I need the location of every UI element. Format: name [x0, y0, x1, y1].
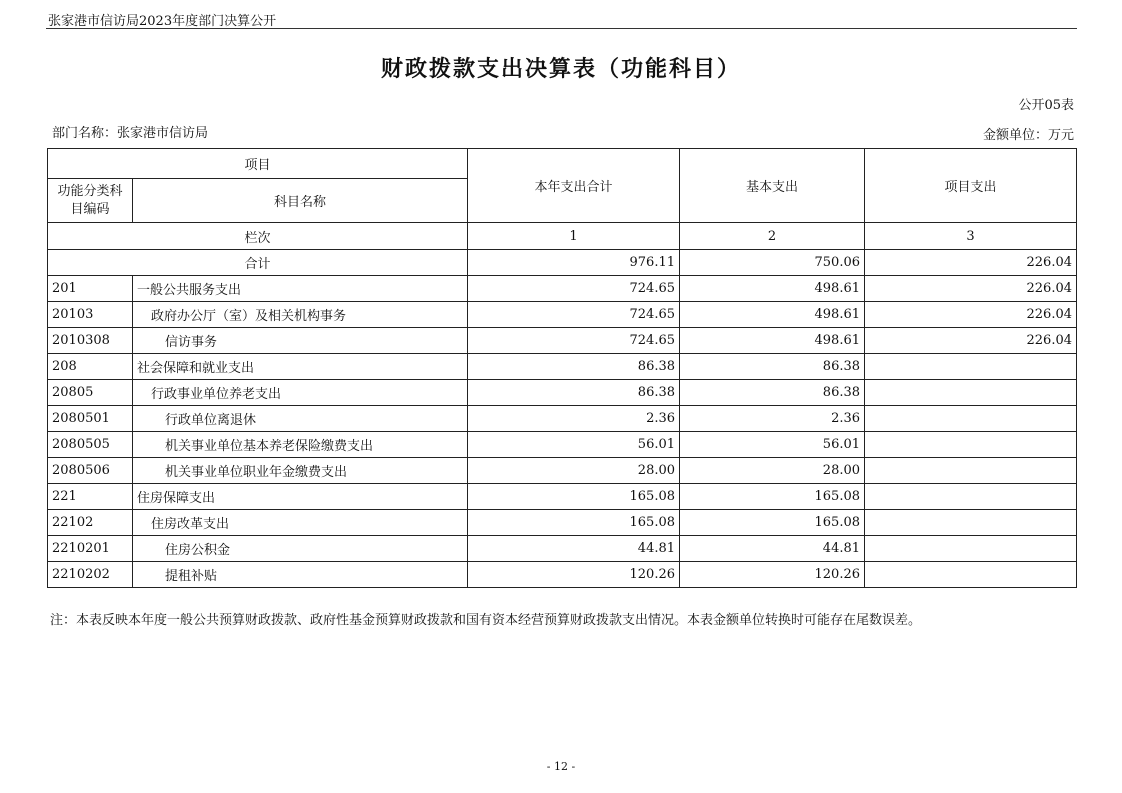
row-name: 住房改革支出 [133, 510, 468, 536]
row-basic: 28.00 [680, 458, 865, 484]
row-code: 2210201 [48, 536, 133, 562]
row-basic: 165.08 [680, 510, 865, 536]
row-code: 2210202 [48, 562, 133, 588]
table-row [48, 536, 1077, 562]
row-total: 120.26 [468, 562, 680, 588]
row-name: 机关事业单位基本养老保险缴费支出 [133, 432, 468, 458]
row-project: 226.04 [865, 276, 1077, 302]
sum-project: 226.04 [865, 250, 1077, 276]
row-basic: 165.08 [680, 484, 865, 510]
row-basic: 498.61 [680, 328, 865, 354]
row-name: 机关事业单位职业年金缴费支出 [133, 458, 468, 484]
column-index-row [48, 223, 1077, 250]
row-total: 86.38 [468, 354, 680, 380]
row-name: 行政单位离退休 [133, 406, 468, 432]
row-code: 20805 [48, 380, 133, 406]
row-name: 住房保障支出 [133, 484, 468, 510]
row-name: 住房公积金 [133, 536, 468, 562]
row-basic: 498.61 [680, 302, 865, 328]
sum-basic: 750.06 [680, 250, 865, 276]
header-item: 项目 [48, 149, 468, 179]
page-number: - 12 - [546, 760, 576, 773]
column-index-2: 2 [680, 223, 865, 250]
row-name: 提租补贴 [133, 562, 468, 588]
row-basic: 86.38 [680, 380, 865, 406]
table-row [48, 510, 1077, 536]
table-row [48, 380, 1077, 406]
header-project: 项目支出 [865, 149, 1077, 223]
header-name: 科目名称 [133, 179, 468, 223]
table-row [48, 328, 1077, 354]
page-title: 财政拨款支出决算表（功能科目） [380, 56, 741, 82]
row-project [865, 562, 1077, 588]
row-basic: 44.81 [680, 536, 865, 562]
footnote: 注：本表反映本年度一般公共预算财政拨款、政府性基金预算财政拨款和国有资本经营预算财政拨款支出情况。本表金额单位转换时可能存在尾数误差。 [50, 613, 922, 628]
row-total: 724.65 [468, 328, 680, 354]
column-index-label: 栏次 [48, 223, 468, 250]
row-name: 政府办公厅（室）及相关机构事务 [133, 302, 468, 328]
running-header: 张家港市信访局2023年度部门决算公开 [48, 14, 277, 29]
row-name: 一般公共服务支出 [133, 276, 468, 302]
row-code: 201 [48, 276, 133, 302]
table-row [48, 484, 1077, 510]
row-total: 724.65 [468, 302, 680, 328]
sum-row [48, 250, 1077, 276]
sum-total: 976.11 [468, 250, 680, 276]
row-project: 226.04 [865, 328, 1077, 354]
table-row [48, 406, 1077, 432]
row-project [865, 354, 1077, 380]
row-code: 22102 [48, 510, 133, 536]
row-project [865, 484, 1077, 510]
row-total: 56.01 [468, 432, 680, 458]
header-total: 本年支出合计 [468, 149, 680, 223]
row-total: 86.38 [468, 380, 680, 406]
row-project [865, 432, 1077, 458]
row-name: 社会保障和就业支出 [133, 354, 468, 380]
table-row [48, 354, 1077, 380]
row-code: 2080506 [48, 458, 133, 484]
row-project [865, 536, 1077, 562]
row-basic: 2.36 [680, 406, 865, 432]
column-index-1: 1 [468, 223, 680, 250]
row-total: 44.81 [468, 536, 680, 562]
row-basic: 120.26 [680, 562, 865, 588]
table-row [48, 562, 1077, 588]
row-total: 2.36 [468, 406, 680, 432]
row-project [865, 510, 1077, 536]
row-basic: 56.01 [680, 432, 865, 458]
table-row [48, 276, 1077, 302]
table-number: 公开05表 [1018, 98, 1074, 113]
unit-label: 金额单位：万元 [982, 128, 1074, 143]
row-basic: 498.61 [680, 276, 865, 302]
header-basic: 基本支出 [680, 149, 865, 223]
row-project [865, 458, 1077, 484]
column-index-3: 3 [865, 223, 1077, 250]
table-row [48, 302, 1077, 328]
row-code: 2010308 [48, 328, 133, 354]
row-code: 2080501 [48, 406, 133, 432]
row-basic: 86.38 [680, 354, 865, 380]
sum-label: 合计 [48, 250, 468, 276]
row-name: 行政事业单位养老支出 [133, 380, 468, 406]
header-code: 功能分类科目编码 [48, 179, 133, 223]
row-total: 724.65 [468, 276, 680, 302]
table-row [48, 432, 1077, 458]
table-row [48, 458, 1077, 484]
row-code: 2080505 [48, 432, 133, 458]
row-code: 208 [48, 354, 133, 380]
row-total: 28.00 [468, 458, 680, 484]
row-name: 信访事务 [133, 328, 468, 354]
header-divider [46, 28, 1077, 29]
row-project [865, 406, 1077, 432]
row-total: 165.08 [468, 484, 680, 510]
expenditure-table [47, 148, 1077, 588]
row-total: 165.08 [468, 510, 680, 536]
row-project [865, 380, 1077, 406]
department-label: 部门名称：张家港市信访局 [52, 126, 209, 141]
row-code: 20103 [48, 302, 133, 328]
header-row-1 [48, 149, 1077, 179]
row-code: 221 [48, 484, 133, 510]
row-project: 226.04 [865, 302, 1077, 328]
